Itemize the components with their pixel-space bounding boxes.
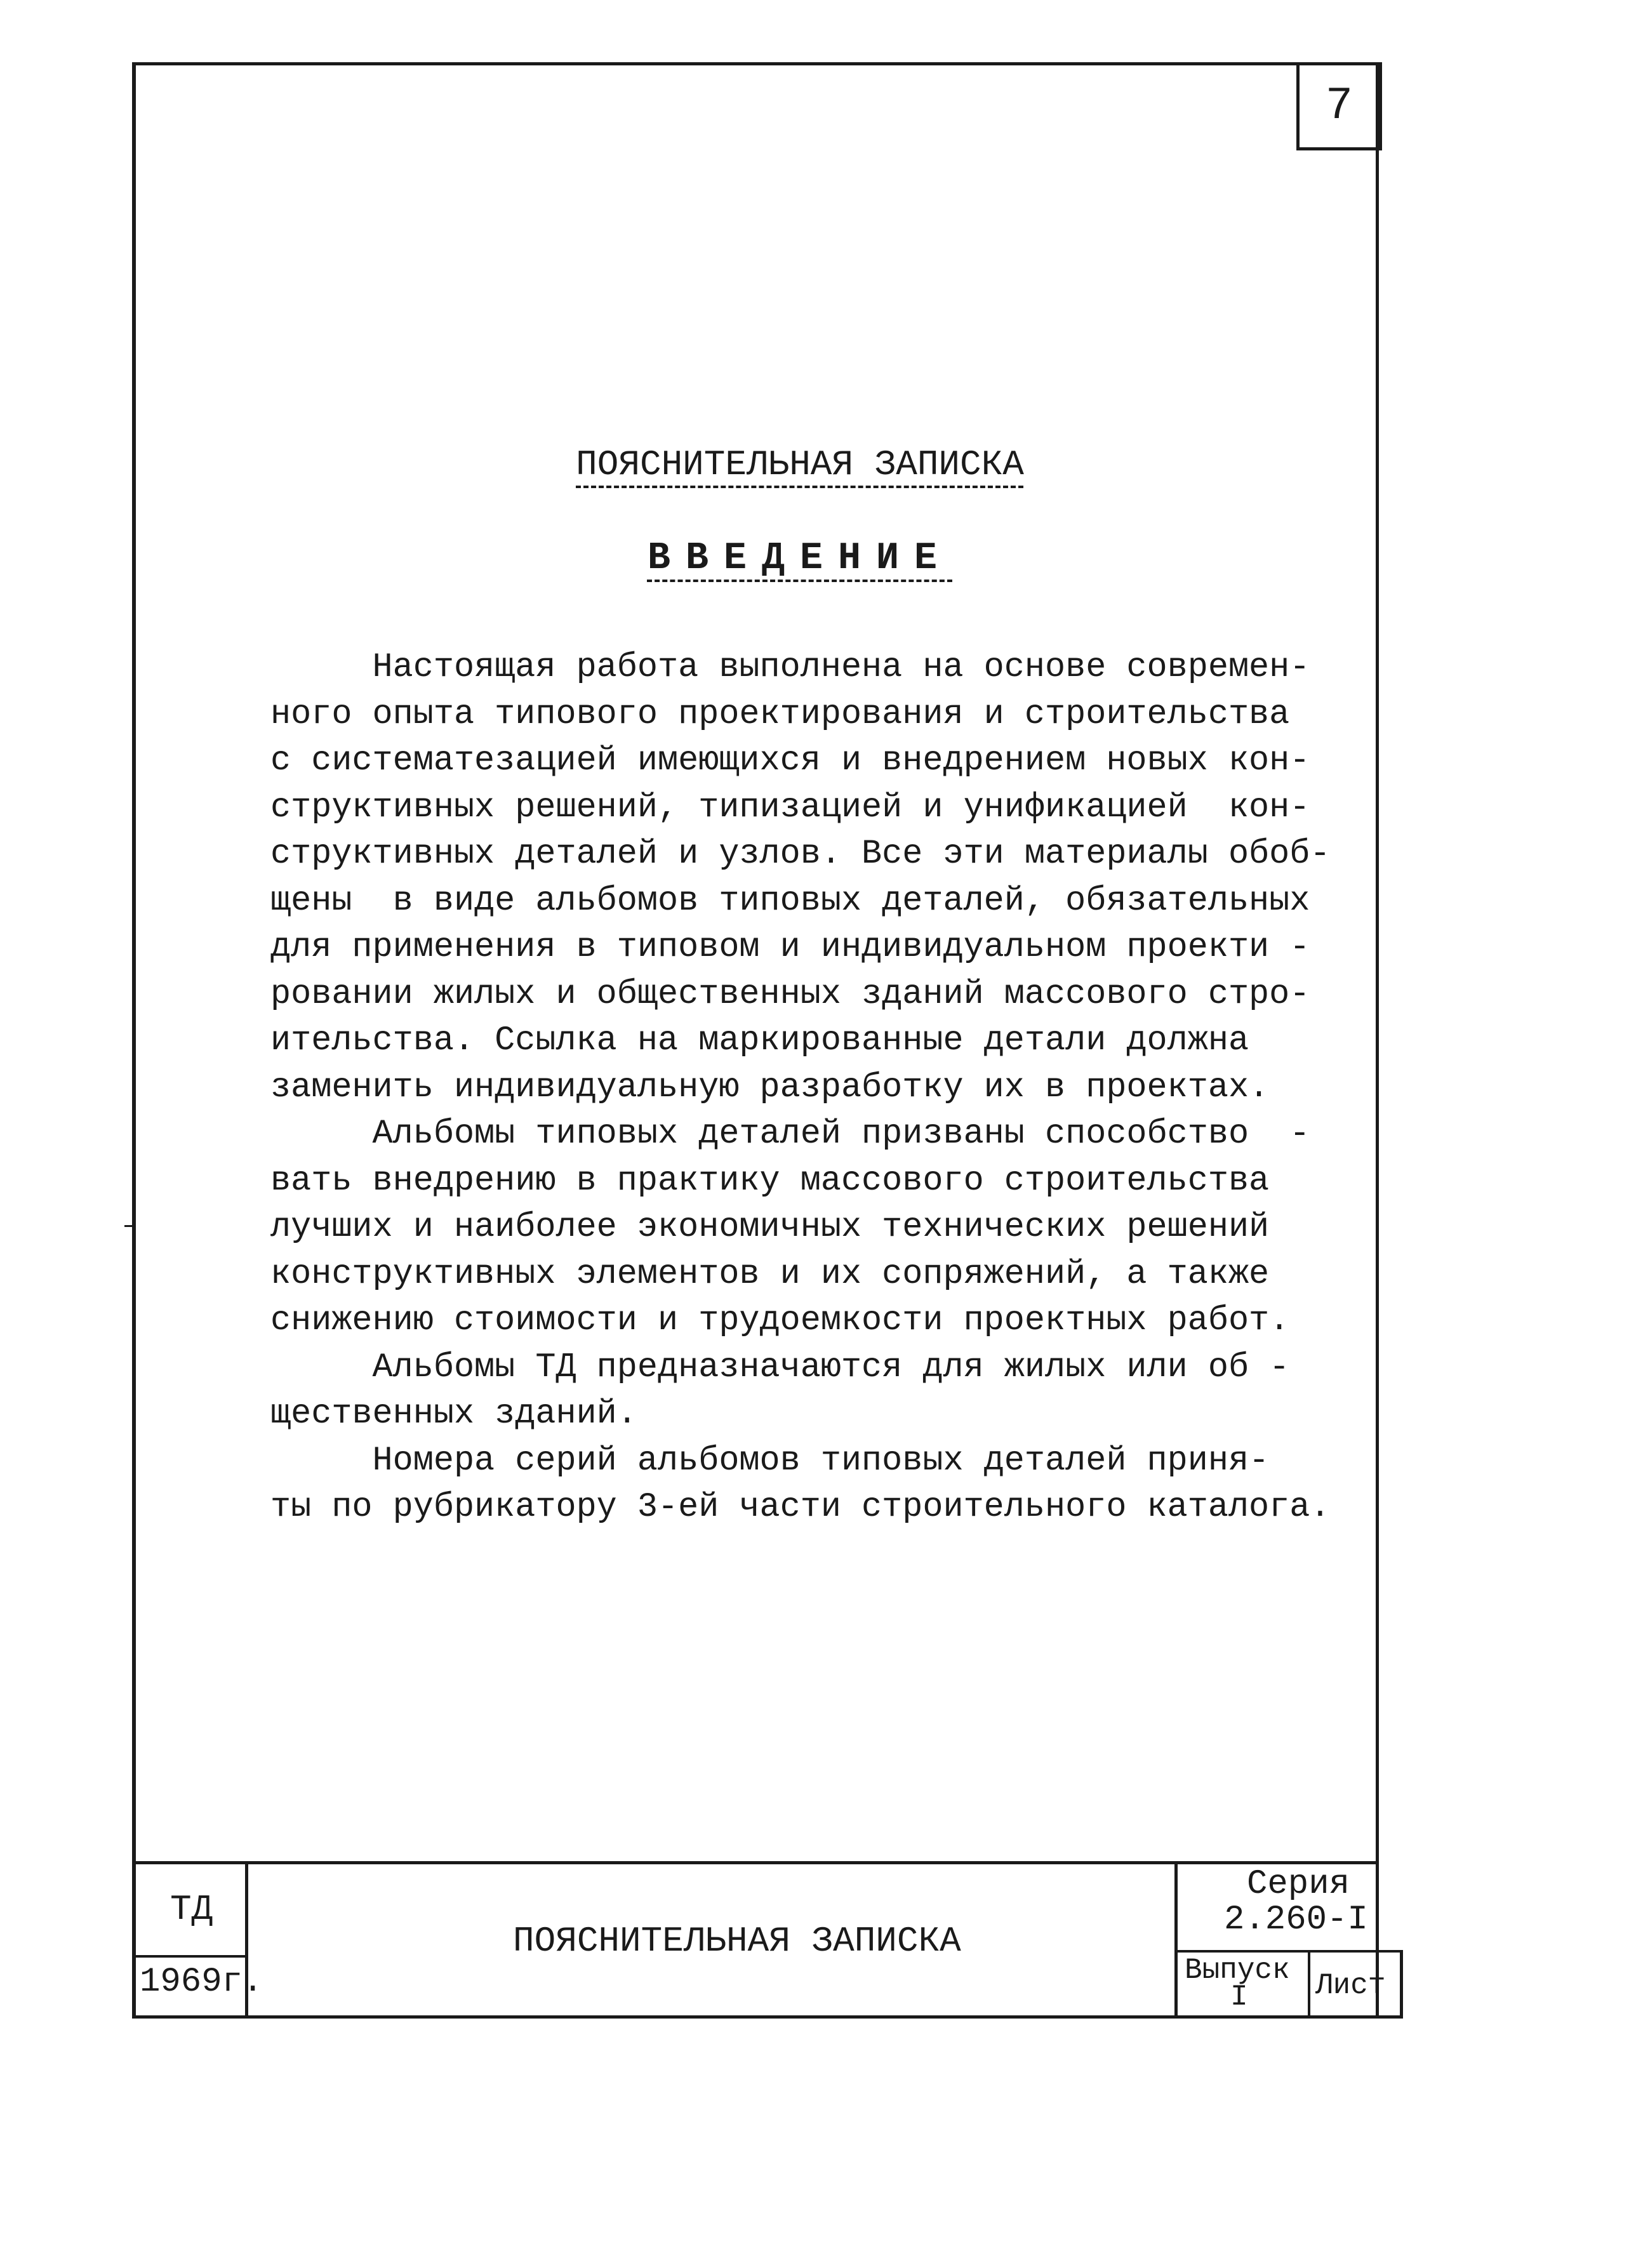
section-heading-text: ВВЕДЕНИЕ (647, 537, 953, 580)
body-line: Альбомы ТД предназначаются для жилых или об - (270, 1348, 1290, 1387)
series-column-divider (1174, 1861, 1178, 2019)
body-line: ровании жилых и общественных зданий массового стро- (270, 974, 1310, 1014)
body-line: лучших и наиболее экономичных технических решений (270, 1208, 1270, 1247)
sheet-label: Лист (1315, 1969, 1386, 2002)
body-line: Альбомы типовых деталей призваны способство - (270, 1115, 1310, 1153)
issue-right-border (1400, 1950, 1403, 2019)
body-line: снижению стоимости и трудоемкости проектных работ. (270, 1301, 1290, 1340)
body-line: для применения в типовом и индивидуальном проекти - (270, 928, 1310, 967)
body-line: щены в виде альбомов типовых деталей, обязательных (270, 881, 1310, 920)
series-issue-divider (1174, 1950, 1403, 1953)
frame-tick (124, 1225, 132, 1227)
body-line: конструктивных элементов и их сопряжений, а также (270, 1254, 1270, 1294)
code-year-divider (132, 1955, 248, 1958)
issue-value: I (1230, 1980, 1248, 2013)
sheet-number: 7 (1325, 80, 1353, 132)
series-value: 2.260-I (1224, 1900, 1368, 1939)
body-line: щественных зданий. (270, 1395, 637, 1433)
issue-sheet-divider (1308, 1950, 1310, 2019)
body-line: Настоящая работа выполнена на основе современ- (270, 648, 1310, 687)
title-block (132, 1861, 1403, 2019)
sheet-number-box (1296, 62, 1382, 150)
body-text (270, 644, 1331, 1531)
title-block-top-border (132, 1861, 1379, 1864)
title-block-left-border (132, 1861, 136, 2019)
body-line: структивных деталей и узлов. Все эти материалы обоб- (270, 835, 1331, 873)
body-line: ты по рубрикатору 3-ей части строительного каталога. (270, 1488, 1331, 1527)
issue-label: Выпуск (1185, 1954, 1290, 1987)
body-line: ного опыта типового проектирования и строительства (270, 694, 1290, 734)
body-line: заменить индивидуальную разработку их в проектах. (270, 1068, 1270, 1107)
document-title-text: ПОЯСНИТЕЛЬНАЯ ЗАПИСКА (576, 444, 1024, 485)
series-label: Серия (1247, 1865, 1350, 1904)
title-block-bottom-border (132, 2015, 1403, 2019)
body-line: ительства. Ссылка на маркированные детали должна (270, 1021, 1249, 1060)
body-line: Номера серий альбомов типовых деталей приня- (270, 1441, 1270, 1480)
title-block-year: 1969г. (140, 1963, 263, 2001)
title-block-title: ПОЯСНИТЕЛЬНАЯ ЗАПИСКА (513, 1921, 961, 1961)
body-line: структивных решений, типизацией и унификацией кон- (270, 788, 1310, 827)
title-block-code: ТД (170, 1889, 213, 1930)
section-heading (356, 537, 1244, 580)
body-line: вать внедрению в практику массового строительства (270, 1161, 1270, 1200)
body-line: с систематезацией имеющихся и внедрением новых кон- (270, 741, 1310, 780)
document-title (356, 444, 1244, 485)
